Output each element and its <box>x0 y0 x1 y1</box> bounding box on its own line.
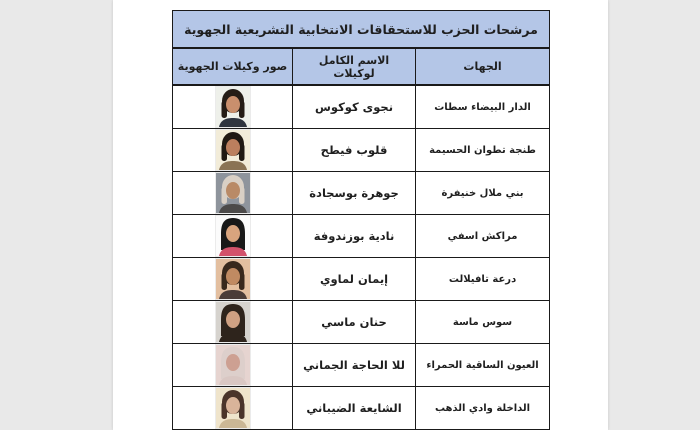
table-row <box>173 301 550 344</box>
table-row <box>173 344 550 387</box>
region-cell: طنجة تطوان الحسيمة <box>416 129 550 172</box>
region-cell: العيون الساقية الحمراء <box>416 344 550 387</box>
table-title-row <box>173 11 550 49</box>
candidate-photo-icon <box>216 345 250 385</box>
table-row <box>173 215 550 258</box>
name-cell: الشايعة الضيباني <box>293 387 416 430</box>
column-header-regions: الجهات <box>416 48 550 85</box>
candidate-photo-icon <box>216 87 250 127</box>
photo-cell <box>173 258 293 301</box>
woman-portrait-icon <box>216 259 250 299</box>
name-cell: نادية بوزندوفة <box>293 215 416 258</box>
candidate-photo-icon <box>216 388 250 428</box>
photo-cell <box>173 344 293 387</box>
table-body <box>173 85 550 430</box>
photo-cell <box>173 129 293 172</box>
region-cell: بني ملال خنيفرة <box>416 172 550 215</box>
name-cell: جوهرة بوسجادة <box>293 172 416 215</box>
candidate-photo-icon <box>216 259 250 299</box>
candidate-photo-icon <box>216 130 250 170</box>
region-cell: الداخلة وادي الذهب <box>416 387 550 430</box>
table-row <box>173 129 550 172</box>
candidate-photo-icon <box>216 302 250 342</box>
document-page <box>113 0 608 430</box>
column-header-names: الاسم الكامل لوكيلات <box>293 48 416 85</box>
column-header-photos: صور وكيلات الجهوية <box>173 48 293 85</box>
name-cell: للا الحاجة الجماني <box>293 344 416 387</box>
woman-portrait-icon <box>216 388 250 428</box>
photo-cell <box>173 85 293 129</box>
photo-cell <box>173 301 293 344</box>
woman-portrait-icon <box>216 173 250 213</box>
name-cell: حنان ماسي <box>293 301 416 344</box>
candidate-photo-icon <box>216 173 250 213</box>
woman-portrait-icon <box>216 345 250 385</box>
region-cell: الدار البيضاء سطات <box>416 85 550 129</box>
table-row <box>173 85 550 129</box>
candidate-photo-icon <box>216 216 250 256</box>
photo-cell <box>173 172 293 215</box>
table-row <box>173 387 550 430</box>
name-cell: إيمان لماوي <box>293 258 416 301</box>
table-row <box>173 172 550 215</box>
region-cell: سوس ماسة <box>416 301 550 344</box>
woman-portrait-icon <box>216 130 250 170</box>
table-container <box>172 10 550 430</box>
woman-portrait-icon <box>216 87 250 127</box>
region-cell: درعة تافيلالت <box>416 258 550 301</box>
name-cell: نجوى كوكوس <box>293 85 416 129</box>
table-header-row <box>173 48 550 85</box>
woman-portrait-icon <box>216 302 250 342</box>
photo-cell <box>173 387 293 430</box>
table-title: مرشحات الحزب للاستحقاقات الانتخابية التشريعية الجهوية <box>173 11 550 49</box>
name-cell: قلوب فيطح <box>293 129 416 172</box>
woman-portrait-icon <box>216 216 250 256</box>
candidates-table <box>172 10 550 430</box>
region-cell: مراكش اسفي <box>416 215 550 258</box>
photo-cell <box>173 215 293 258</box>
table-row <box>173 258 550 301</box>
